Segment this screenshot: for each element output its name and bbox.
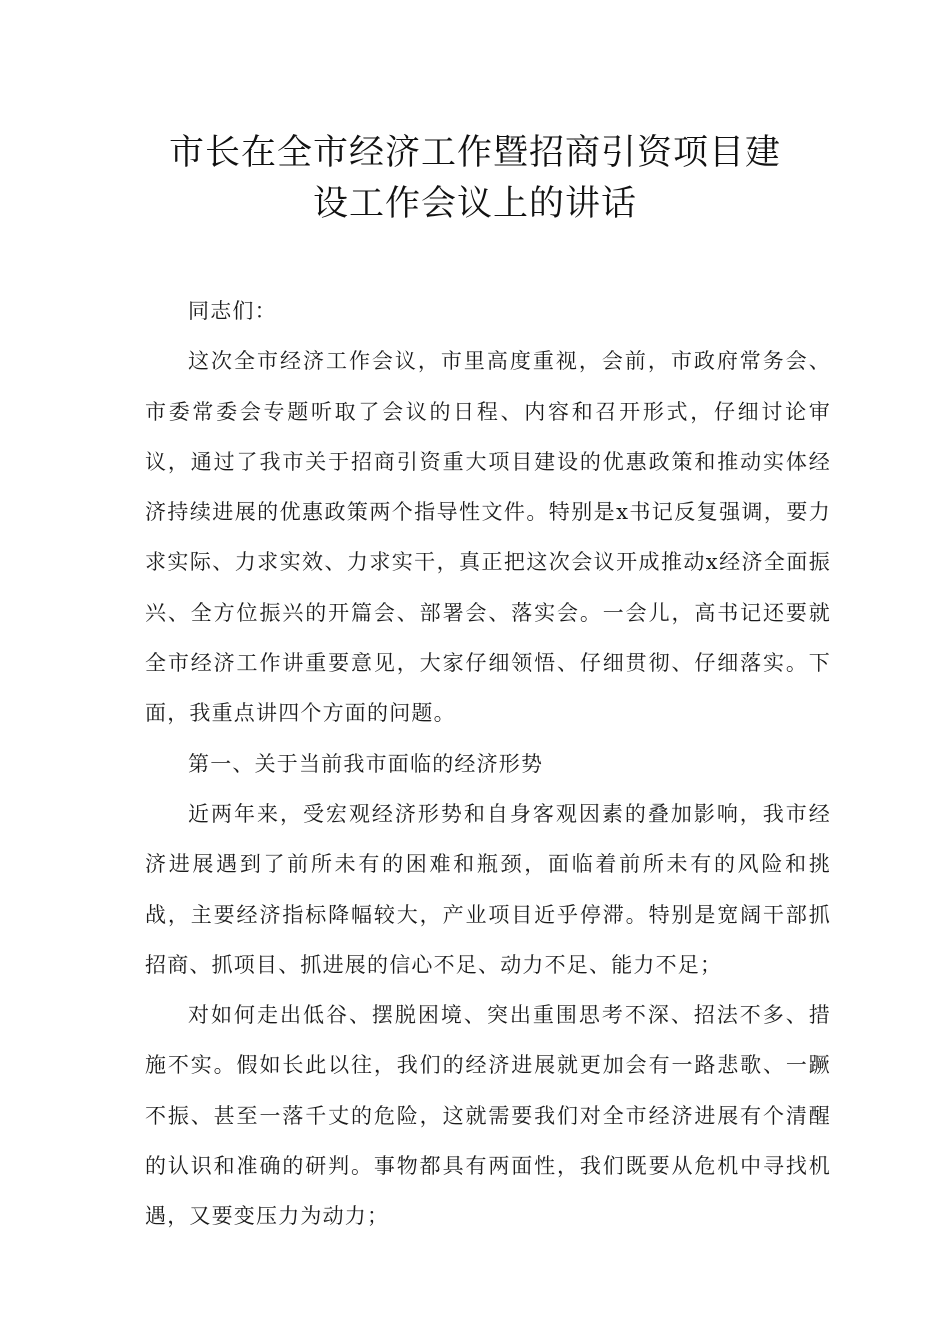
section-heading: 第一、关于当前我市面临的经济形势 <box>188 751 544 776</box>
title-line-2: 设工作会议上的讲话 <box>312 184 637 224</box>
salutation: 同志们： <box>188 299 277 323</box>
title-line-1: 市长在全市经济工作暨招商引资项目建 <box>168 133 781 173</box>
document-title <box>130 128 820 230</box>
body-paragraph: 对如何走出低谷、摆脱困境、突出重围思考不深、招法不多、措施不实。假如长此以往，我们的经济进展就更加会有一路悲歌、一蹶不振、甚至一落千丈的危险，这就需要我们对全市经济进展有个清醒的认识和准确的研判。事物都具有两面性，我们既要从危机中寻找机遇，又要变压力为动力； <box>145 1003 831 1229</box>
body-paragraph: 近两年来，受宏观经济形势和自身客观因素的叠加影响，我市经济进展遇到了前所未有的困难和瓶颈，面临着前所未有的风险和挑战，主要经济指标降幅较大，产业项目近乎停滞。特别是宽阔干部抓招商、抓项目、抓进展的信心不足、动力不足、能力不足； <box>145 801 831 977</box>
body-paragraph: 这次全市经济工作会议，市里高度重视，会前，市政府常务会、市委常委会专题听取了会议的日程、内容和召开形式，仔细讨论审议，通过了我市关于招商引资重大项目建设的优惠政策和推动实体经济持续进展的优惠政策两个指导性文件。特别是x书记反复强调，要力求实际、力求实效、力求实干，真正把这次会议开成推动x经济全面振兴、全方位振兴的开篇会、部署会、落实会。一会儿，高书记还要就全市经济工作讲重要意见，大家仔细领悟、仔细贯彻、仔细落实。下面，我重点讲四个方面的问题。 <box>145 349 831 726</box>
document-body <box>145 286 831 1242</box>
